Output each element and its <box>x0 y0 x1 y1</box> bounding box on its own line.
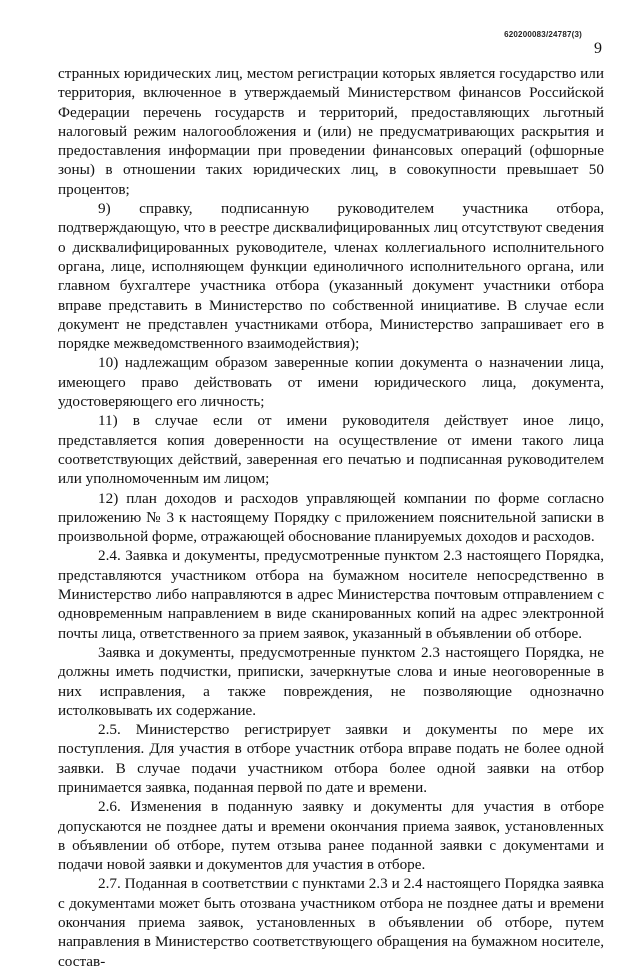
paragraph-item-12: 12) план доходов и расходов управляющей компании по форме согласно приложению № 3 к настоящему Порядку с приложением пояснительной записки в произвольной форме, отражающей обоснование планируемых доходов и расходов. <box>58 489 604 546</box>
paragraph-2-5: 2.5. Министерство регистрирует заявки и документы по мере их поступления. Для участия в отборе участник отбора вправе подать не более одной заявки. В случае подачи участником отбора более одной заявки на отбор принимается заявка, поданная первой по дате и времени. <box>58 721 604 796</box>
document-id: 620200083/24787(3) <box>504 30 582 39</box>
paragraph-item-10: 10) надлежащим образом заверенные копии документа о назначении лица, имеющего право действовать от имени юридического лица, документа, удостоверяющего его личность; <box>58 354 604 411</box>
paragraph-item-9: 9) справку, подписанную руководителем участника отбора, подтверждающую, что в реестре дисквалифицированных лиц отсутствуют сведения о дисквалифицированных руководителе, членах коллегиального исполнительного органа, лице, исполняющем функции единоличного исполнительного органа, или главном бухгалтере участника отбора (указанный документ участники отбора вправе представить в Министерство по собственной инициативе. В случае если документ не представлен участниками отбора, Министерство запрашивает его в порядке межведомственного взаимодействия); <box>58 200 604 353</box>
paragraph-2-6: 2.6. Изменения в поданную заявку и документы для участия в отборе допускаются не позднее даты и времени окончания приема заявок, установленных в объявлении об отборе, путем отзыва ранее поданной заявки с документами и подачи новой заявки и документов для участия в отборе. <box>58 798 604 874</box>
paragraph-2-7: 2.7. Поданная в соответствии с пунктами 2.3 и 2.4 настоящего Порядка заявка с документами может быть отозвана участником отбора не позднее даты и времени окончания приема заявок, установленных в объявлении об отборе, путем направления в Министерство соответствующего обращения на бумажном носителе, состав- <box>58 875 604 970</box>
document-body <box>58 64 604 971</box>
paragraph-continuation: странных юридических лиц, местом регистрации которых является государство или территория, включенное в утверждаемый Министерством финансов Российской Федерации перечень государств и территорий, предоставляющих льготный налоговый режим налогообложения и (или) не предусматривающих раскрытия и предоставления информации при проведении финансовых операций (офшорные зоны) в отношении таких юридических лиц, в совокупности превышает 50 процентов; <box>58 65 604 198</box>
paragraph-item-11: 11) в случае если от имени руководителя действует иное лицо, представляется копия доверенности на осуществление от имени такого лица соответствующих действий, заверенная его печатью и подписанная руководителем или уполномоченным им лицом; <box>58 412 604 488</box>
paragraph-2-4-requirements: Заявка и документы, предусмотренные пунктом 2.3 настоящего Порядка, не должны иметь подчистки, приписки, зачеркнутые слова и иные неоговоренные в них исправления, а также повреждения, не позволяющие однозначно истолковывать их содержание. <box>58 643 604 719</box>
page-number: 9 <box>594 40 602 57</box>
paragraph-2-4: 2.4. Заявка и документы, предусмотренные пунктом 2.3 настоящего Порядка, представляются участником отбора на бумажном носителе непосредственно в Министерство либо направляются в адрес Министерства почтовым отправлением с одновременным направлением в виде сканированных копий на адрес электронной почты лица, ответственного за прием заявок, указанный в объявлении об отборе. <box>58 547 604 642</box>
